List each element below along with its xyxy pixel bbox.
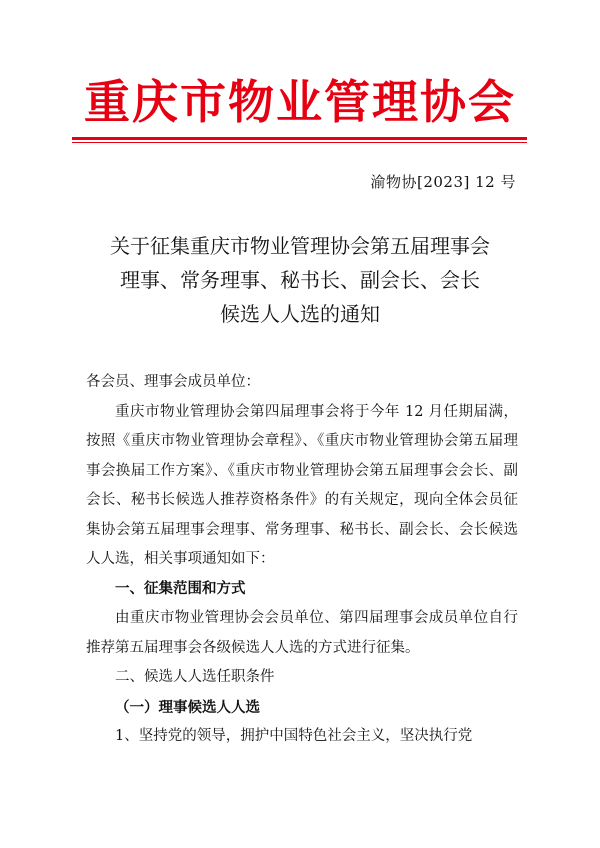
subsection-heading-directors: （一）理事候选人人选 bbox=[115, 698, 260, 716]
title-line-2: 理事、常务理事、秘书长、副会长、会长 bbox=[120, 268, 480, 292]
document-body bbox=[86, 368, 518, 752]
paragraph-intro: 重庆市物业管理协会第四届理事会将于今年 12 月任期届满，按照《重庆市物业管理协会章程》、《重庆市物业管理协会第五届理事会换届工作方案》、《重庆市物业管理协会第五届理事会会长、副会长、秘书长候选人推荐资格条件》的有关规定，现向全体会员征集协会第五届理事会理事、常务理事、秘书长、副会长、会长候选人人选，相关事项通知如下： bbox=[86, 403, 518, 567]
title-line-3: 候选人人选的通知 bbox=[220, 302, 380, 326]
section-heading-scope: 一、征集范围和方式 bbox=[115, 580, 246, 597]
document-number: 渝物协[2023] 12 号 bbox=[370, 173, 516, 191]
masthead-title: 重庆市物业管理协会 bbox=[84, 75, 516, 129]
masthead-rule-thin bbox=[72, 142, 527, 143]
document-title bbox=[40, 229, 560, 331]
salutation: 各会员、理事会成员单位： bbox=[86, 374, 260, 390]
paragraph-condition-1: 1、坚持党的领导，拥护中国特色社会主义，坚决执行党 bbox=[115, 728, 473, 744]
paragraph-scope: 由重庆市物业管理协会会员单位、第四届理事会成员单位自行推荐第五届理事会各级候选人人选的方式进行征集。 bbox=[86, 610, 518, 656]
section-heading-conditions: 二、候选人人选任职条件 bbox=[115, 669, 275, 685]
title-line-1: 关于征集重庆市物业管理协会第五届理事会 bbox=[110, 234, 490, 258]
masthead-rule-thick bbox=[72, 137, 527, 140]
